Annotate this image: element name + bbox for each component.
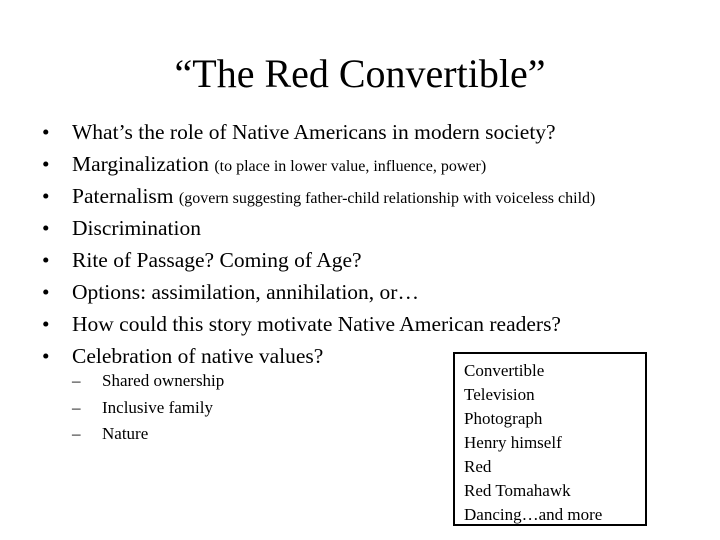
symbols-box [453,352,647,526]
symbol-item: Red Tomahawk [464,481,571,500]
bullet-text: Marginalization [72,152,209,176]
symbol-item: Convertible [464,361,545,380]
sub-bullet-text: Nature [102,424,149,443]
bullet-item [42,181,712,213]
bullet-item [42,245,712,277]
bullet-marker: • [42,216,50,240]
bullet-text: Discrimination [72,216,201,240]
symbol-item: Television [464,385,535,404]
bullet-text: How could this story motivate Native American readers? [72,312,561,336]
sub-bullet-marker: – [72,397,81,417]
bullet-item [42,149,712,181]
sub-bullet-text: Shared ownership [102,371,225,390]
bullet-marker: • [42,184,50,208]
bullet-marker: • [42,152,50,176]
symbol-item: Henry himself [464,433,562,452]
bullet-definition: (to place in lower value, influence, power) [214,158,487,175]
bullet-marker: • [42,120,50,144]
bullet-item [42,309,712,341]
bullet-definition: (govern suggesting father-child relationship with voiceless child) [178,190,596,207]
bullet-item [42,277,712,309]
bullet-item [42,117,712,149]
bullet-marker: • [42,312,50,336]
symbol-item: Dancing…and more [464,505,603,524]
bullet-text: Celebration of native values? [72,344,324,368]
bullet-text: Paternalism [72,184,174,208]
symbol-item: Photograph [464,409,543,428]
bullet-marker: • [42,248,50,272]
bullet-item [42,213,712,245]
bullet-marker: • [42,344,50,368]
symbol-item: Red [464,457,492,476]
bullet-marker: • [42,280,50,304]
sub-bullet-text: Inclusive family [102,397,213,417]
sub-bullet-marker: – [72,424,81,443]
slide-title: “The Red Convertible” [174,51,546,96]
bullet-text: Rite of Passage? Coming of Age? [72,248,362,272]
bullet-text: Options: assimilation, annihilation, or… [72,280,419,304]
bullet-text: What’s the role of Native Americans in modern society? [72,120,556,144]
bullet-list [42,117,712,373]
sub-bullet-marker: – [72,371,81,390]
